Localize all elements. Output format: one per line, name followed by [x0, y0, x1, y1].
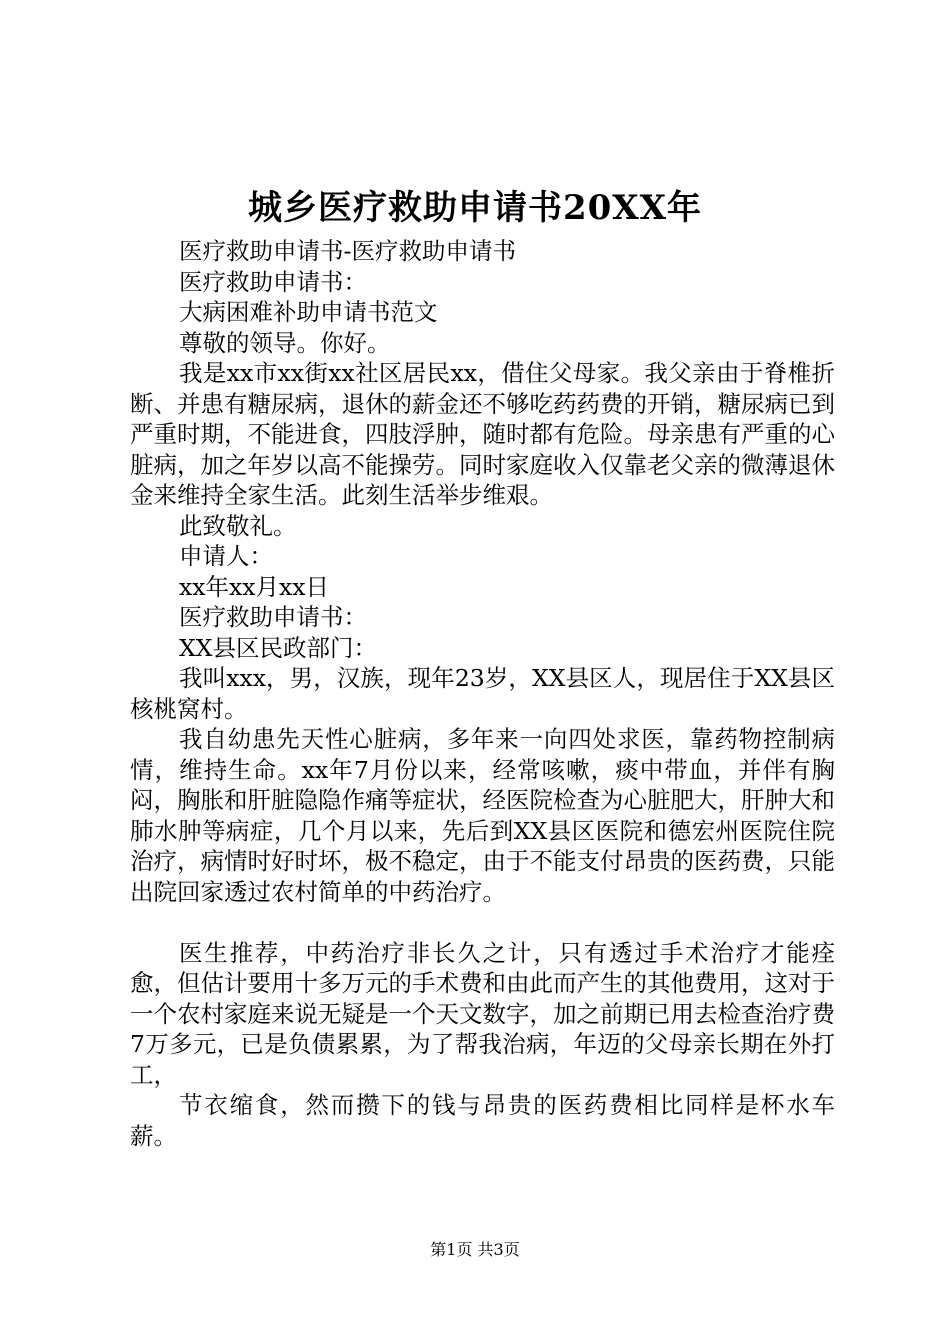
document-title: 城乡医疗救助申请书20XX年 — [247, 188, 703, 228]
paragraph-gap — [130, 907, 835, 938]
recipient-line: XX县区民政部门： — [179, 633, 377, 662]
paragraph-self-intro: 我叫xxx，男，汉族，现年23岁，XX县区人，现居住于XX县区核桃窝村。 — [130, 664, 835, 723]
document-body — [130, 236, 835, 1151]
paragraph-hardship: 节衣缩食，然而攒下的钱与昂贵的医药费相比同样是杯水车薪。 — [130, 1091, 835, 1150]
paragraph-treatment-cost: 医生推荐，中药治疗非长久之计，只有透过手术治疗才能痊愈，但估计要用十多万元的手术费和由此而产生的其他费用，这对于一个农村家庭来说无疑是一个天文数字，加之前期已用去检查治疗费7万多元，已是负债累累，为了帮我治病，年迈的父母亲长期在外打工， — [130, 938, 835, 1089]
closing-line: 此致敬礼。 — [179, 511, 297, 540]
salutation: 尊敬的领导。你好。 — [179, 328, 391, 357]
paragraph-medical-history: 我自幼患先天性心脏病，多年来一向四处求医，靠药物控制病情，维持生命。xx年7月份以来，经常咳嗽，痰中带血，并伴有胸闷，胸胀和肝脏隐隐作痛等症状，经医院检查为心脏肥大，肝肿大和肺水肿等病症，几个月以来，先后到XX县区医院和德宏州医院住院治疗，病情时好时坏，极不稳定，由于不能支付昂贵的医药费，只能出院回家透过农村简单的中药治疗。 — [130, 725, 835, 906]
date-line: xx年xx月xx日 — [179, 572, 330, 601]
applicant-label: 申请人： — [179, 542, 273, 570]
paragraph-family-situation: 我是xx市xx街xx社区居民xx，借住父母家。我父亲由于脊椎折断、并患有糖尿病，退休的薪金还不够吃药药费的开销，糖尿病已到严重时期，不能进食，四肢浮肿，随时都有危险。母亲患有严重的心脏病，加之年岁以高不能操劳。同时家庭收入仅靠老父亲的微薄退休金来维持全家生活。此刻生活举步维艰。 — [130, 359, 835, 509]
body-line: 医疗救助申请书： — [179, 603, 367, 631]
page-footer: 第1页 共3页 — [430, 1240, 520, 1259]
body-line: 医疗救助申请书-医疗救助申请书 — [179, 237, 516, 265]
body-line: 大病困难补助申请书范文 — [179, 298, 438, 326]
body-line: 医疗救助申请书： — [179, 267, 367, 296]
